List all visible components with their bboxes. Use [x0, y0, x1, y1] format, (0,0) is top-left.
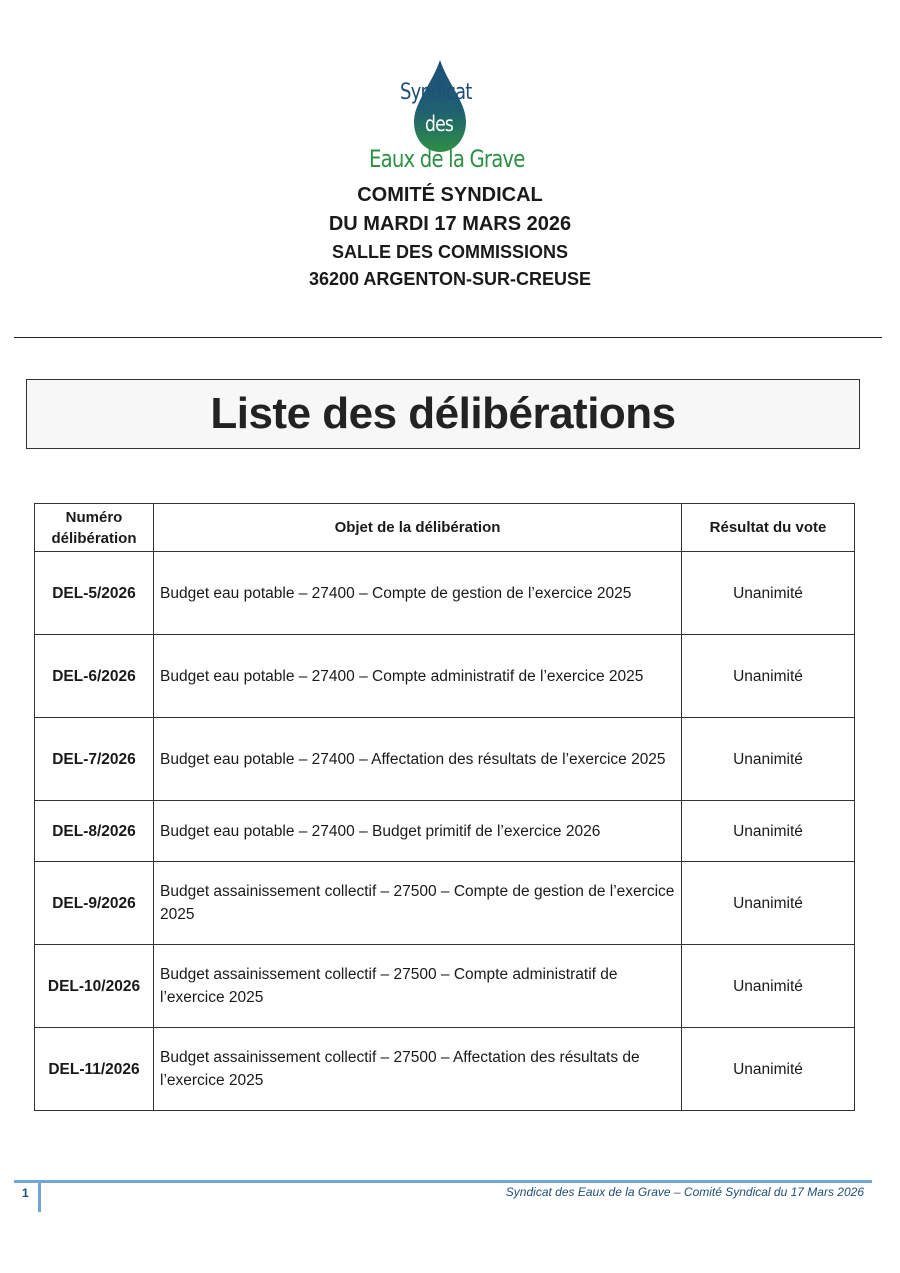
- deliberation-subject: Budget eau potable – 27400 – Affectation des résultats de l’exercice 2025: [154, 718, 682, 801]
- vote-result: Unanimité: [682, 862, 855, 945]
- header-city: 36200 ARGENTON-SUR-CREUSE: [308, 269, 592, 289]
- deliberation-subject: Budget eau potable – 27400 – Compte de gestion de l’exercice 2025: [154, 552, 682, 635]
- header-date: DU MARDI 17 MARS 2026: [328, 213, 572, 235]
- logo-text-line3: Eaux de la Grave: [369, 145, 525, 173]
- syndicat-logo: [369, 58, 540, 180]
- table-row: [35, 718, 855, 801]
- footer-rule: [14, 1180, 872, 1183]
- deliberations-table: [34, 503, 855, 1111]
- vote-result: Unanimité: [682, 1028, 855, 1111]
- deliberation-number: DEL-10/2026: [35, 945, 154, 1028]
- vote-result: Unanimité: [682, 718, 855, 801]
- deliberation-subject: Budget assainissement collectif – 27500 – Affectation des résultats de l’exercice 2025: [154, 1028, 682, 1111]
- page-title: Liste des délibérations: [210, 389, 676, 438]
- deliberation-number: DEL-5/2026: [35, 552, 154, 635]
- header-room: SALLE DES COMMISSIONS: [331, 242, 569, 262]
- footer-text: Syndicat des Eaux de la Grave – Comité Syndical du 17 Mars 2026: [505, 1185, 864, 1199]
- table-row: [35, 635, 855, 718]
- page-title-box: [26, 379, 860, 449]
- deliberation-number: DEL-9/2026: [35, 862, 154, 945]
- vote-result: Unanimité: [682, 801, 855, 862]
- logo-text-line1: Syndicat: [400, 80, 472, 105]
- table-row: [35, 945, 855, 1028]
- header-divider: [14, 337, 882, 338]
- column-header-resultat: Résultat du vote: [682, 504, 855, 552]
- table-row: [35, 862, 855, 945]
- column-header-objet: Objet de la délibération: [154, 504, 682, 552]
- table-row: [35, 552, 855, 635]
- table-row: [35, 1028, 855, 1111]
- deliberation-subject: Budget assainissement collectif – 27500 – Compte de gestion de l’exercice 2025: [154, 862, 682, 945]
- table-row: [35, 801, 855, 862]
- logo-text-line2: des: [425, 112, 454, 136]
- deliberation-subject: Budget eau potable – 27400 – Budget primitif de l’exercice 2026: [154, 801, 682, 862]
- deliberation-number: DEL-6/2026: [35, 635, 154, 718]
- footer-tick: [38, 1180, 41, 1212]
- vote-result: Unanimité: [682, 635, 855, 718]
- deliberation-number: DEL-8/2026: [35, 801, 154, 862]
- table-header-row: [35, 504, 855, 552]
- deliberation-subject: Budget eau potable – 27400 – Compte administratif de l’exercice 2025: [154, 635, 682, 718]
- deliberation-subject: Budget assainissement collectif – 27500 – Compte administratif de l’exercice 2025: [154, 945, 682, 1028]
- header-title: COMITÉ SYNDICAL: [357, 184, 543, 206]
- vote-result: Unanimité: [682, 552, 855, 635]
- deliberation-number: DEL-11/2026: [35, 1028, 154, 1111]
- vote-result: Unanimité: [682, 945, 855, 1028]
- column-header-numero: Numéro délibération: [35, 504, 154, 552]
- deliberation-number: DEL-7/2026: [35, 718, 154, 801]
- page-number: 1: [22, 1186, 29, 1200]
